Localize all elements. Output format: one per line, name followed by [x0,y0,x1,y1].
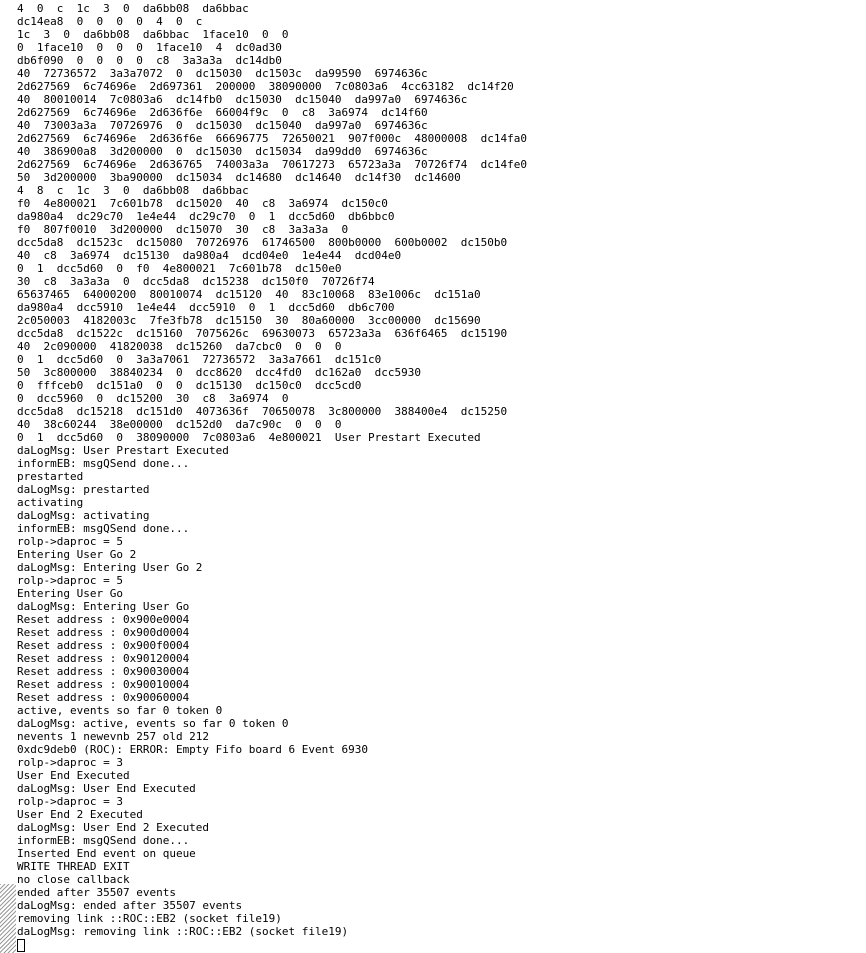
terminal-line: nevents 1 newevnb 257 old 212 [17,730,210,743]
terminal-line: activating [17,496,84,509]
terminal-line: Reset address : 0x900e0004 [17,613,190,626]
terminal-line: informEB: msgQSend done... [17,457,190,470]
terminal-line: daLogMsg: activating [17,509,150,522]
terminal-line: dcc5da8 dc1522c dc15160 7075626c 69630073 65723a3a 636f6465 dc15190 [17,327,508,340]
terminal-line: Reset address : 0x900d0004 [17,626,190,639]
terminal-line: 50 3d200000 3ba90000 dc15034 dc14680 dc14640 dc14f30 dc14600 [17,171,461,184]
terminal-line: 0 1 dcc5d60 0 3a3a7061 72736572 3a3a7661 dc151c0 [17,353,382,366]
terminal-line: 0 1 dcc5d60 0 f0 4e800021 7c601b78 dc150e0 [17,262,342,275]
terminal-line: removing link ::ROC::EB2 (socket file19) [17,912,282,925]
terminal-line: daLogMsg: prestarted [17,483,150,496]
scrollbar-region[interactable] [0,884,16,953]
terminal-line: Reset address : 0x90120004 [17,652,190,665]
terminal-line: 0 dcc5960 0 dc15200 30 c8 3a6974 0 [17,392,289,405]
terminal-line: 2d627569 6c74696e 2d636f6e 66004f9c 0 c8 3a6974 dc14f60 [17,106,428,119]
terminal-line: db6f090 0 0 0 0 c8 3a3a3a dc14db0 [17,54,282,67]
terminal-line: active, events so far 0 token 0 [17,704,223,717]
terminal-line: daLogMsg: User End Executed [17,782,196,795]
terminal-line: da980a4 dc29c70 1e4e44 dc29c70 0 1 dcc5d60 db6bbc0 [17,210,395,223]
terminal-line: 0 1face10 0 0 0 1face10 4 dc0ad30 [17,41,282,54]
terminal-line: 4 0 c 1c 3 0 da6bb08 da6bbac [17,2,249,15]
terminal-line: prestarted [17,470,84,483]
terminal-line: dc14ea8 0 0 0 0 4 0 c [17,15,203,28]
terminal-line: rolp->daproc = 3 [17,795,123,808]
terminal-line: 2d627569 6c74696e 2d636f6e 66696775 72650021 907f000c 48000008 dc14fa0 [17,132,527,145]
terminal-line: dcc5da8 dc15218 dc151d0 4073636f 70650078 3c800000 388400e4 dc15250 [17,405,508,418]
terminal-line: 40 386900a8 3d200000 0 dc15030 dc15034 da99dd0 6974636c [17,145,428,158]
terminal-line: f0 807f0010 3d200000 dc15070 30 c8 3a3a3a 0 [17,223,349,236]
terminal-line: 50 3c800000 38840234 0 dcc8620 dcc4fd0 dc162a0 dcc5930 [17,366,421,379]
terminal-line: dcc5da8 dc1523c dc15080 70726976 61746500 800b0000 600b0002 dc150b0 [17,236,508,249]
terminal-line: Inserted End event on queue [17,847,196,860]
terminal-line: Reset address : 0x900f0004 [17,639,190,652]
terminal-line: 2d627569 6c74696e 2d697361 200000 38090000 7c0803a6 4cc63182 dc14f20 [17,80,514,93]
terminal-line: 2c050003 4182003c 7fe3fb78 dc15150 30 80a60000 3cc00000 dc15690 [17,314,481,327]
terminal-line: 4 8 c 1c 3 0 da6bb08 da6bbac [17,184,249,197]
terminal-line: 30 c8 3a3a3a 0 dcc5da8 dc15238 dc150f0 70726f74 [17,275,375,288]
terminal-line: f0 4e800021 7c601b78 dc15020 40 c8 3a6974 dc150c0 [17,197,388,210]
terminal-line: daLogMsg: User Prestart Executed [17,444,229,457]
terminal-line: User End 2 Executed [17,808,143,821]
terminal-line: no close callback [17,873,130,886]
terminal-line: daLogMsg: ended after 35507 events [17,899,243,912]
terminal-line: User End Executed [17,769,130,782]
terminal-line: daLogMsg: Entering User Go 2 [17,561,203,574]
terminal-line: rolp->daproc = 5 [17,574,123,587]
terminal-line: 40 73003a3a 70726976 0 dc15030 dc15040 da997a0 6974636c [17,119,428,132]
terminal-line: daLogMsg: removing link ::ROC::EB2 (socket file19) [17,925,349,938]
terminal-line: 40 c8 3a6974 dc15130 da980a4 dcd04e0 1e4e44 dcd04e0 [17,249,402,262]
terminal-line: Reset address : 0x90060004 [17,691,190,704]
text-cursor [17,939,25,952]
terminal-line: Reset address : 0x90010004 [17,678,190,691]
terminal-line: ended after 35507 events [17,886,176,899]
terminal-line: 0xdc9deb0 (ROC): ERROR: Empty Fifo board 6 Event 6930 [17,743,368,756]
terminal-line: Reset address : 0x90030004 [17,665,190,678]
terminal-line: informEB: msgQSend done... [17,522,190,535]
terminal-line: 0 1 dcc5d60 0 38090000 7c0803a6 4e800021 User Prestart Executed [17,431,481,444]
terminal-line: 1c 3 0 da6bb08 da6bbac 1face10 0 0 [17,28,289,41]
terminal-line: 0 fffceb0 dc151a0 0 0 dc15130 dc150c0 dcc5cd0 [17,379,362,392]
terminal-line: 40 72736572 3a3a7072 0 dc15030 dc1503c da99590 6974636c [17,67,428,80]
terminal-line: 2d627569 6c74696e 2d636765 74003a3a 70617273 65723a3a 70726f74 dc14fe0 [17,158,527,171]
terminal-line: 40 2c090000 41820038 dc15260 da7cbc0 0 0 0 [17,340,342,353]
terminal-line: 65637465 64000200 80010074 dc15120 40 83c10068 83e1006c dc151a0 [17,288,481,301]
terminal-line: 40 80010014 7c0803a6 dc14fb0 dc15030 dc15040 da997a0 6974636c [17,93,468,106]
terminal-line: da980a4 dcc5910 1e4e44 dcc5910 0 1 dcc5d60 db6c700 [17,301,395,314]
terminal-line: Entering User Go [17,587,123,600]
terminal-line: daLogMsg: active, events so far 0 token 0 [17,717,289,730]
terminal-line: rolp->daproc = 5 [17,535,123,548]
terminal-line: rolp->daproc = 3 [17,756,123,769]
terminal-line: Entering User Go 2 [17,548,137,561]
terminal-line: WRITE THREAD EXIT [17,860,130,873]
terminal-line: informEB: msgQSend done... [17,834,190,847]
terminal-line: daLogMsg: Entering User Go [17,600,190,613]
terminal-line: daLogMsg: User End 2 Executed [17,821,210,834]
terminal-output [17,2,527,938]
terminal-line: 40 38c60244 38e00000 dc152d0 da7c90c 0 0 0 [17,418,342,431]
